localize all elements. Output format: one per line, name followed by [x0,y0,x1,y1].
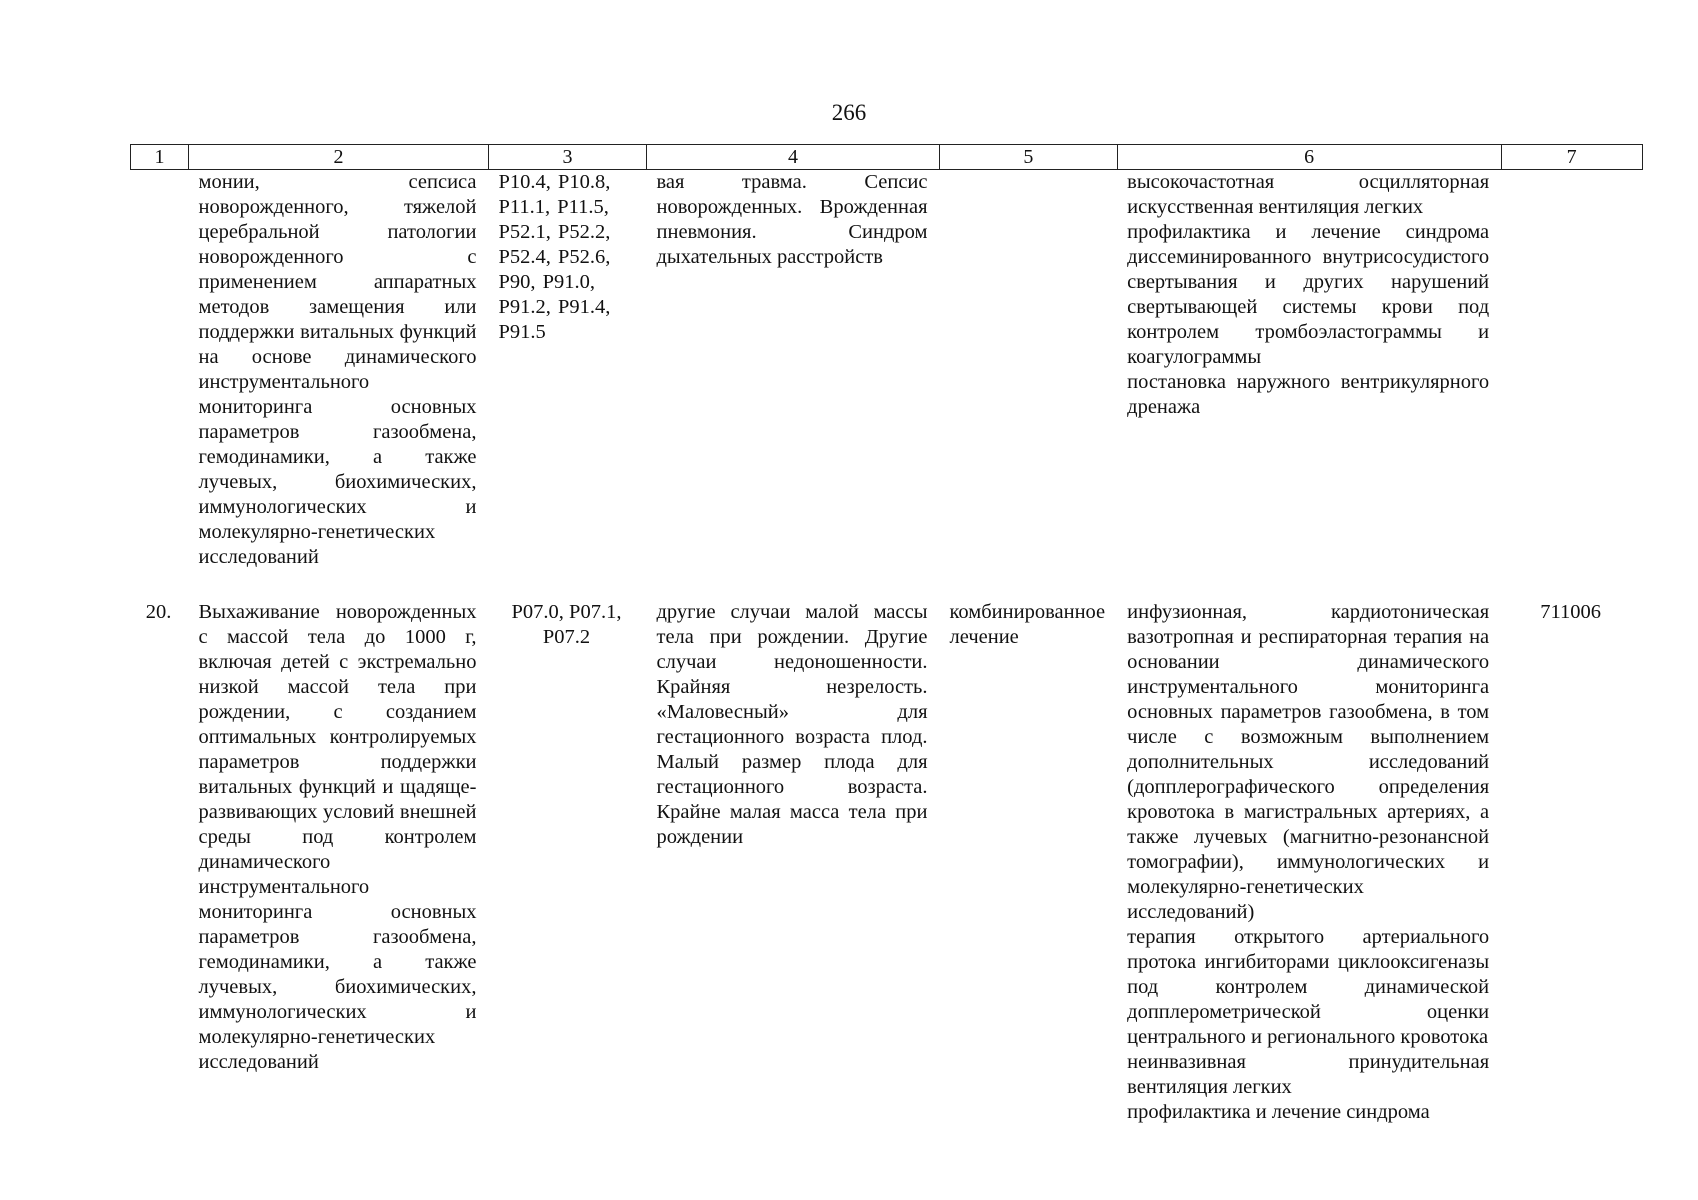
treatment-methods [1117,600,1501,1125]
method-item: профилактика и лечение синдрома [1127,1101,1430,1123]
column-number-row [131,145,1643,170]
column-header-5: 5 [940,145,1118,170]
treatment-methods [1117,170,1501,601]
column-header-6: 6 [1117,145,1501,170]
icd-codes: P07.0, P07.1, P07.2 [511,601,622,648]
diagnosis: вая травма. Сепсис новорожденных. Врожденная пневмония. Синдром дыхательных расстройств [656,171,928,268]
method-item: терапия открытого артериального протока ингибиторами циклооксигеназы под контролем динамической допплерометрической оценки центрального и регионального кровотока [1127,926,1490,1048]
method-item: неинвазивная принудительная вентиляция легких [1127,1051,1490,1098]
cost: 711006 [1540,601,1602,623]
icd-codes: P10.4, P10.8, P11.1, P11.5, P52.1, P52.2, P52.4, P52.6, P90, P91.0, P91.2, P91.4, P91.5 [498,171,611,343]
row-number [131,170,189,601]
column-header-1: 1 [131,145,189,170]
page-number: 266 [831,100,867,125]
table-row [131,600,1643,1125]
service-name: монии, сепсиса новорожденного, тяжелой церебральной патологии новорожденного с применением аппаратных методов замещения или поддержки витальных функций на основе динамического инструментального мониторинга основных параметров газообмена, гемодинамики, а также лучевых, биохимических, иммунологических и молекулярно-генетических исследований [198,171,477,568]
treatment-type [940,170,1118,601]
column-header-4: 4 [647,145,940,170]
row-number: 20. [145,601,172,623]
method-item: высокочастотная осцилляторная искусственная вентиляция легких [1127,171,1490,218]
service-name: Выхаживание новорожденных с массой тела до 1000 г, включая детей с экстремально низкой массой тела при рождении, с созданием оптимальных контролируемых параметров поддержки витальных функций и щадяще-развивающих условий внешней среды под контролем динамического инструментального мониторинга основных параметров газообмена, гемодинамики, а также лучевых, биохимических, иммунологических и молекулярно-генетических исследований [198,601,477,1073]
cost [1501,170,1642,601]
column-header-3: 3 [489,145,647,170]
column-header-2: 2 [189,145,489,170]
diagnosis: другие случаи малой массы тела при рождении. Другие случаи недоношенности. Крайняя незрелость. «Маловесный» для гестационного возраста плод. Малый размер плода для гестационного возраста. Крайне малая масса тела при рождении [656,601,928,848]
services-table [130,144,1643,1125]
column-header-7: 7 [1501,145,1642,170]
method-item: профилактика и лечение синдрома диссеминированного внутрисосудистого свертывания и других нарушений свертывающей системы крови под контролем тромбоэластограммы и коагулограммы [1127,221,1490,368]
method-item: инфузионная, кардиотоническая вазотропная и респираторная терапия на основании динамического инструментального мониторинга основных параметров газообмена, в том числе с возможным выполнением дополнительных исследований (допплерографического определения кровотока в магистральных артериях, а также лучевых (магнитно-резонансной томографии), иммунологических и молекулярно-генетических исследований) [1127,601,1490,923]
method-item: постановка наружного вентрикулярного дренажа [1127,371,1490,418]
treatment-type: комбинированное лечение [949,601,1106,648]
table-row [131,170,1643,601]
